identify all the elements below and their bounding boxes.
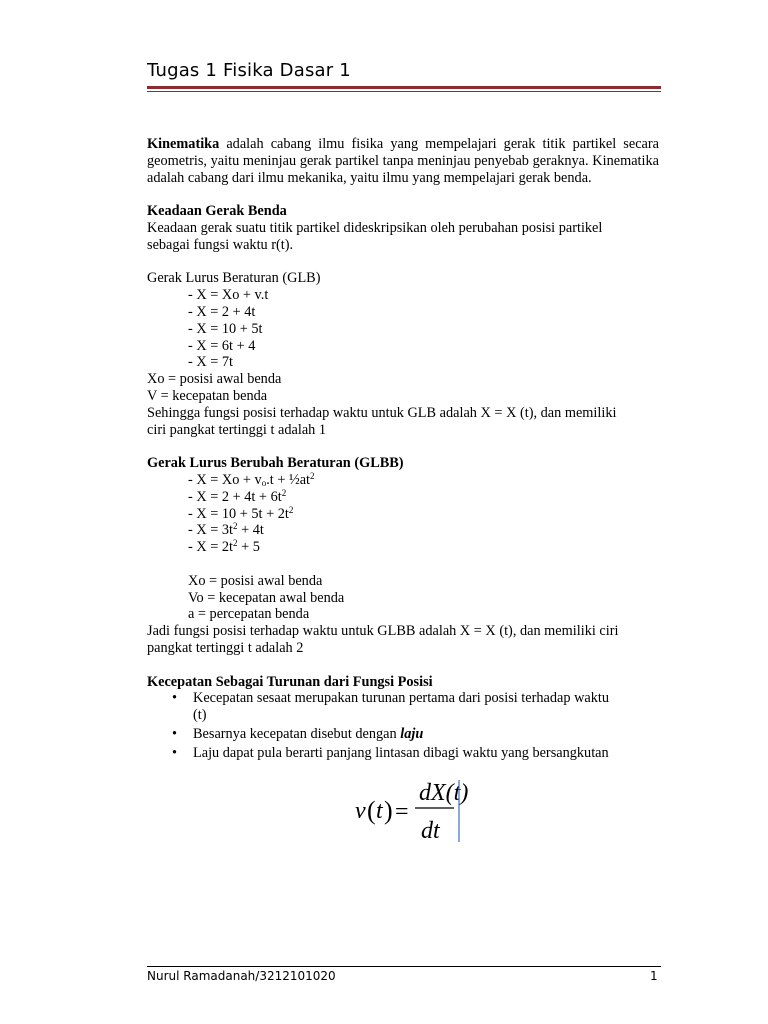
header-rule-thick [147,86,661,89]
document-body [147,136,659,761]
glb-equation: - X = 10 + 5t [188,320,263,337]
glbb-equation-5: - $X = 2t^2 + 5$ [188,538,260,556]
intro-text: adalah cabang ilmu fisika yang mempelajari gerak titik partikel secara geometris, yaitu meninjau gerak partikel tanpa meninjau penyebab geraknya. Kinematika adalah cabang dari ilmu mekanika, yaitu ilmu yang mempelajari gerak benda. [147,136,659,186]
glbb-def-xo: Xo = posisi awal benda [188,572,323,589]
glbb-conclusion-1: Jadi fungsi posisi terhadap waktu untuk GLBB adalah X = X (t), dan memiliki ciri [147,623,619,640]
bullet-icon: • [172,725,178,742]
glbb-def-vo: Vo = kecepatan awal benda [188,589,345,606]
glb-equation: - X = 6t + 4 [188,337,256,354]
glb-equation: - X = 2 + 4t [188,303,256,320]
glb-def-xo: Xo = posisi awal benda [147,371,282,388]
glb-equation: - X = Xo + v.t [188,287,269,304]
bullet-icon: • [172,744,178,761]
velocity-formula [355,778,475,844]
formula-open-paren: ( [367,796,376,825]
bullet-item-2: • Besarnya kecepatan disebut dengan laju [172,725,424,742]
intro-bold-term: Kinematika [147,136,220,152]
formula-t: t [376,798,383,824]
keadaan-line-2: sebagai fungsi waktu r(t). [147,236,294,253]
glbb-def-a: a = percepatan benda [188,606,310,623]
glbb-equation-4: - $X = 3t^2 + 4t$ [188,521,264,539]
bullet-icon: • [172,690,178,707]
glb-conclusion-1: Sehingga fungsi posisi terhadap waktu untuk GLB adalah X = X (t), dan memiliki [147,404,617,421]
glbb-equation-1: - $X = Xo + v_o.t$ + $\frac{1}{2}at^2$ [188,470,315,488]
bullet-item-3: • Laju dapat pula berarti panjang lintasan dibagi waktu yang bersangkutan [172,744,609,761]
footer-rule [147,966,661,967]
glb-def-v: V = kecepatan benda [147,387,268,404]
footer-page-number: 1 [650,969,658,983]
header-title: Tugas 1 Fisika Dasar 1 [147,60,351,81]
keadaan-line-1: Keadaan gerak suatu titik partikel dideskripsikan oleh perubahan posisi partikel [147,219,603,236]
glb-heading: Gerak Lurus Beraturan (GLB) [147,270,321,287]
formula-denominator: dt [421,818,440,844]
intro-paragraph [147,136,659,186]
glb-equation: - X = 7t [188,354,233,371]
bullet-item-1: • Kecepatan sesaat merupakan turunan pertama dari posisi terhadap waktu (t) [172,690,610,724]
glbb-equation-2: - $X = 2 + 4t + 6t^2$ [188,487,287,505]
keadaan-heading: Keadaan Gerak Benda [147,203,287,220]
glbb-heading: Gerak Lurus Berubah Beraturan (GLBB) [147,455,404,472]
formula-close-paren: ) [384,796,393,825]
glb-conclusion-2: ciri pangkat tertinggi t adalah 1 [147,421,327,438]
glbb-conclusion-2: pangkat tertinggi t adalah 2 [147,639,304,656]
glbb-equation-3: - $X = 10 + 5t + 2t^2$ [188,504,294,522]
formula-v: v [355,798,366,824]
footer-author: Nurul Ramadanah/3212101020 [147,969,336,983]
formula-equals: = [395,799,409,825]
kecepatan-heading: Kecepatan Sebagai Turunan dari Fungsi Posisi [147,673,433,690]
laju-emphasis: laju [400,725,424,742]
header-rule-thin [147,91,661,92]
formula-numerator: dX(t) [419,780,469,806]
